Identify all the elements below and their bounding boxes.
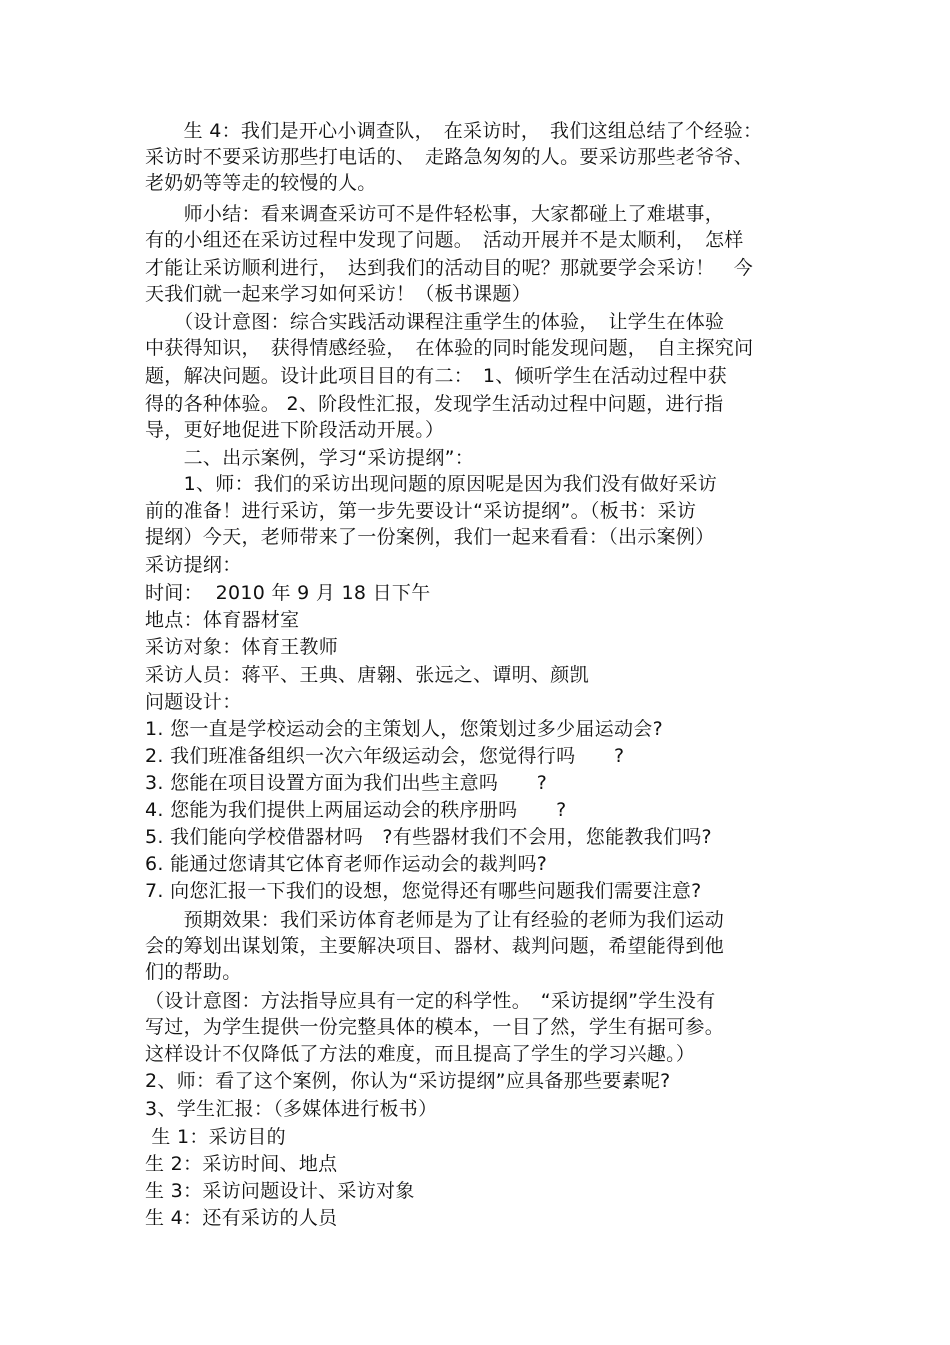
text-line: 才能让采访顺利进行， 达到我们的活动目的呢？那就要学会采访！ 今 [145, 257, 754, 279]
text-line: 2. 我们班准备组织一次六年级运动会，您觉得行吗 ? [145, 745, 625, 767]
text-line: 天我们就一起来学习如何采访！（板书课题） [145, 283, 532, 305]
text-line: 写过，为学生提供一份完整具体的模本，一目了然，学生有据可参。 [145, 1016, 725, 1038]
text-line: 老奶奶等等走的较慢的人。 [145, 172, 377, 194]
text-line: 1、师：我们的采访出现问题的原因呢是因为我们没有做好采访 [145, 473, 718, 495]
text-line: 生 4：还有采访的人员 [145, 1207, 338, 1229]
text-line: 1. 您一直是学校运动会的主策划人，您策划过多少届运动会? [145, 718, 663, 740]
text-line: 3. 您能在项目设置方面为我们出些主意吗 ? [145, 772, 548, 794]
text-line: 7. 向您汇报一下我们的设想，您觉得还有哪些问题我们需要注意? [145, 880, 702, 902]
text-line: 预期效果：我们采访体育老师是为了让有经验的老师为我们运动 [145, 909, 725, 931]
text-line: 中获得知识， 获得情感经验， 在体验的同时能发现问题， 自主探究问 [145, 337, 754, 359]
text-line: 题，解决问题。设计此项目目的有二： 1、倾听学生在活动过程中获 [145, 365, 727, 387]
text-line: 生 1：采访目的 [145, 1126, 286, 1148]
text-line: （设计意图：方法指导应具有一定的科学性。 “采访提纲”学生没有 [145, 990, 716, 1012]
text-line: 地点：体育器材室 [145, 609, 300, 631]
text-line: 得的各种体验。 2、阶段性汇报，发现学生活动过程中问题，进行指 [145, 393, 724, 415]
text-line: 采访提纲： [145, 554, 242, 576]
text-line: （设计意图：综合实践活动课程注重学生的体验， 让学生在体验 [145, 311, 725, 333]
text-line: 生 3：采访问题设计、采访对象 [145, 1180, 415, 1202]
text-line: 采访人员：蒋平、王典、唐翱、张远之、谭明、颜凯 [145, 664, 589, 686]
text-line: 2、师：看了这个案例，你认为“采访提纲”应具备那些要素呢? [145, 1070, 671, 1092]
text-line: 前的准备！进行采访，第一步先要设计“采访提纲”。（板书：采访 [145, 500, 697, 522]
text-line: 会的筹划出谋划策，主要解决项目、器材、裁判问题，希望能得到他 [145, 935, 725, 957]
text-line: 生 4：我们是开心小调查队， 在采访时， 我们这组总结了个经验： [145, 120, 763, 142]
text-line: 二、出示案例，学习“采访提纲”： [145, 447, 475, 469]
text-line: 有的小组还在采访过程中发现了问题。 活动开展并不是太顺利， 怎样 [145, 229, 744, 251]
text-line: 这样设计不仅降低了方法的难度，而且提高了学生的学习兴趣。） [145, 1043, 696, 1065]
text-line: 时间： 2010 年 9 月 18 日下午 [145, 582, 431, 604]
text-line: 师小结：看来调查采访可不是件轻松事，大家都碰上了难堪事， [145, 203, 725, 225]
text-line: 采访对象：体育王教师 [145, 636, 339, 658]
text-line: 们的帮助。 [145, 961, 242, 983]
text-line: 3、学生汇报：（多媒体进行板书） [145, 1098, 438, 1120]
text-line: 提纲）今天，老师带来了一份案例，我们一起来看看：（出示案例） [145, 526, 715, 548]
text-line: 4. 您能为我们提供上两届运动会的秩序册吗 ? [145, 799, 567, 821]
text-line: 问题设计： [145, 691, 242, 713]
text-line: 生 2：采访时间、地点 [145, 1153, 338, 1175]
text-line: 导，更好地促进下阶段活动开展。） [145, 419, 445, 441]
text-line: 6. 能通过您请其它体育老师作运动会的裁判吗? [145, 853, 548, 875]
text-line: 5. 我们能向学校借器材吗 ?有些器材我们不会用，您能教我们吗? [145, 826, 712, 848]
text-line: 采访时不要采访那些打电话的、 走路急匆匆的人。要采访那些老爷爷、 [145, 146, 754, 168]
